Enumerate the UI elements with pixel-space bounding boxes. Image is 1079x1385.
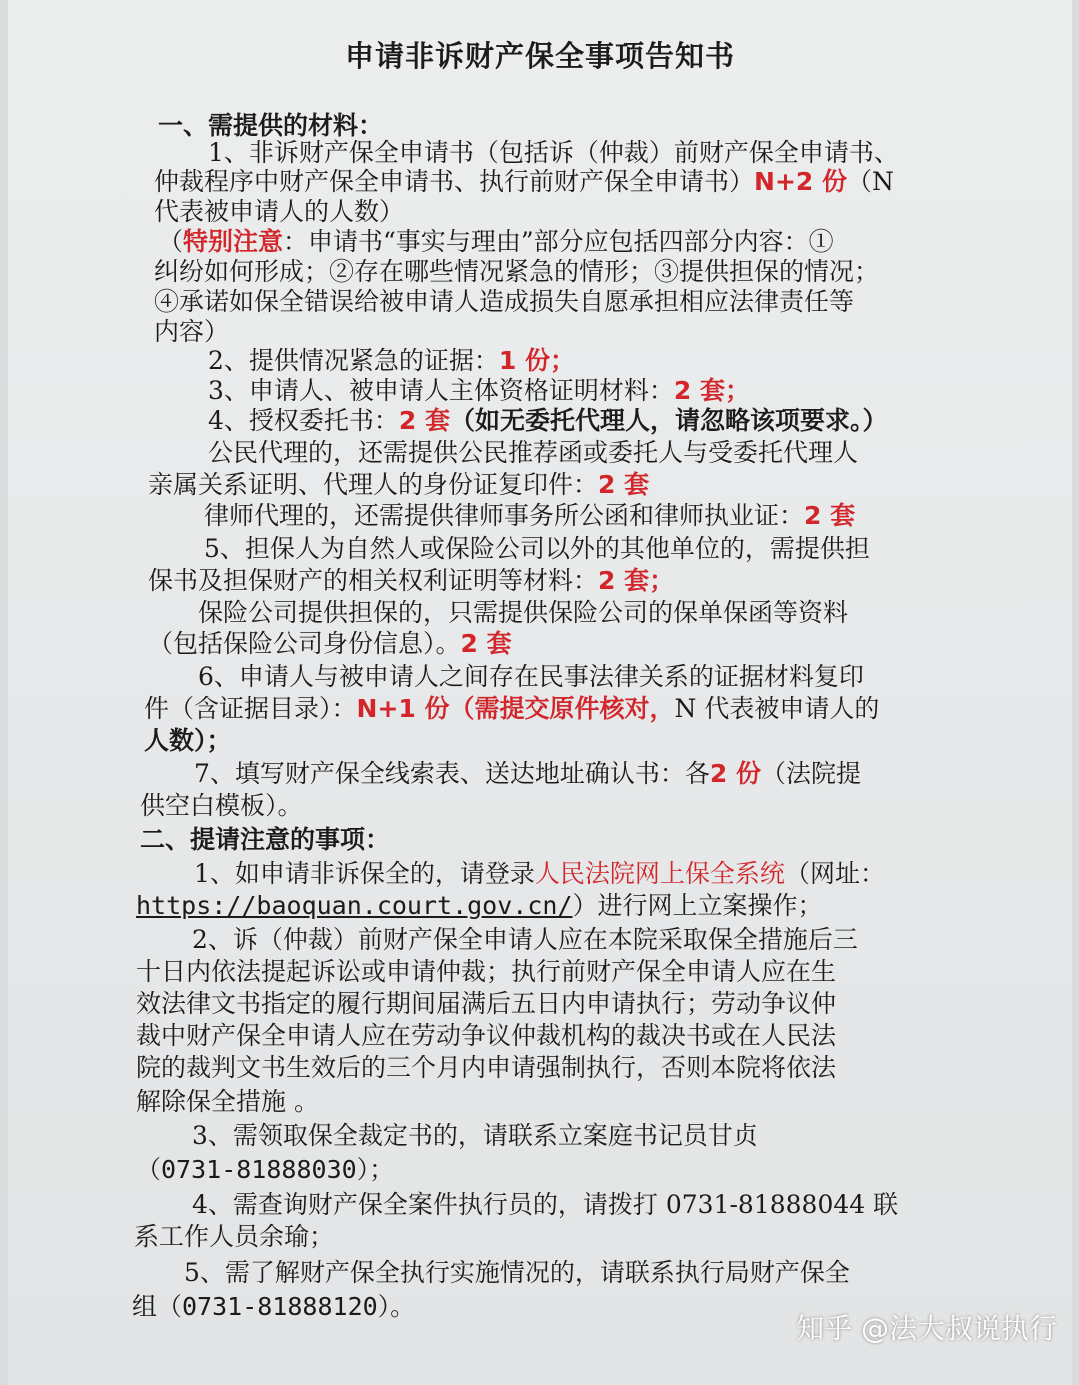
item1-line-c: 代表被申请人的人数） bbox=[154, 197, 405, 226]
notice2-line-c: 效法律文书指定的履行期间届满后五日内申请执行；劳动争议仲 bbox=[136, 989, 837, 1018]
item4-lawyer: 律师代理的，还需提供律师事务所公函和律师执业证：2 套 bbox=[204, 501, 856, 530]
special-note-line-c: ④承诺如保全错误给被申请人造成损失自愿承担相应法律责任等 bbox=[154, 287, 855, 316]
section1-heading: 一、需提供的材料： bbox=[158, 111, 384, 140]
notice4-line-b: 系工作人员余瑜； bbox=[134, 1222, 335, 1251]
notice2-line-d: 裁中财产保全申请人应在劳动争议仲裁机构的裁决书或在人民法 bbox=[136, 1021, 837, 1050]
notice3-line-a: 3、需领取保全裁定书的，请联系立案庭书记员甘贞 bbox=[192, 1121, 758, 1150]
notice1-line-a: 1、如申请非诉保全的，请登录人民法院网上保全系统（网址： bbox=[194, 859, 885, 888]
notice2-line-a: 2、诉（仲裁）前财产保全申请人应在本院采取保全措施后三 bbox=[192, 925, 858, 954]
online-system-name: 人民法院网上保全系统 bbox=[534, 859, 785, 888]
item4: 4、授权委托书：2 套（如无委托代理人，请忽略该项要求。） bbox=[208, 406, 888, 435]
item7-line-b: 供空白模板）。 bbox=[140, 791, 303, 820]
item5-line-d: （包括保险公司身份信息）。2 套 bbox=[148, 629, 512, 658]
notice5-line-b: 组（0731-81888120）。 bbox=[132, 1292, 416, 1321]
notice2-line-e: 院的裁判文书生效后的三个月内申请强制执行，否则本院将依法 bbox=[136, 1053, 837, 1082]
document-body bbox=[8, 0, 1072, 1385]
notice2-line-f: 解除保全措施 。 bbox=[136, 1087, 319, 1116]
court-url-link[interactable]: https://baoquan.court.gov.cn/ bbox=[136, 891, 573, 920]
item4-citizen-b: 亲属关系证明、代理人的身份证复印件：2 套 bbox=[148, 470, 650, 499]
notice1-line-b: https://baoquan.court.gov.cn/）进行网上立案操作； bbox=[136, 891, 823, 920]
item2: 2、提供情况紧急的证据：1 份； bbox=[208, 346, 576, 375]
item1-line-a: 1、非诉财产保全申请书（包括诉（仲裁）前财产保全申请书、 bbox=[208, 138, 899, 167]
item5-line-c: 保险公司提供担保的，只需提供保险公司的保单保函等资料 bbox=[198, 598, 849, 627]
notice3-line-b: （0731-81888030）； bbox=[136, 1155, 395, 1184]
item6-line-a: 6、申请人与被申请人之间存在民事法律关系的证据材料复印 bbox=[198, 662, 864, 691]
item1-line-b: 仲裁程序中财产保全申请书、执行前财产保全申请书）N+2 份（N bbox=[154, 167, 894, 196]
item5-line-a: 5、担保人为自然人或保险公司以外的其他单位的，需提供担 bbox=[204, 534, 870, 563]
special-note-line-b: 纠纷如何形成；②存在哪些情况紧急的情形；③提供担保的情况； bbox=[154, 257, 880, 286]
notice5-line-a: 5、需了解财产保全执行实施情况的，请联系执行局财产保全 bbox=[184, 1258, 850, 1287]
item3: 3、申请人、被申请人主体资格证明材料：2 套； bbox=[208, 376, 751, 405]
notice4-line-a: 4、需查询财产保全案件执行员的，请拨打 0731-81888044 联 bbox=[192, 1190, 899, 1219]
document-page bbox=[8, 0, 1072, 1385]
item6-line-b: 件（含证据目录）：N+1 份（需提交原件核对，N 代表被申请人的 bbox=[144, 694, 880, 723]
item4-citizen-a: 公民代理的，还需提供公民推荐函或委托人与受委托代理人 bbox=[208, 438, 859, 467]
item6-line-c: 人数）； bbox=[144, 726, 232, 755]
special-note-label: 特别注意 bbox=[183, 227, 284, 256]
item7-line-a: 7、填写财产保全线索表、送达地址确认书：各2 份（法院提 bbox=[194, 759, 862, 788]
item1-qty: N+2 份 bbox=[754, 167, 847, 196]
document-title: 申请非诉财产保全事项告知书 bbox=[344, 39, 735, 73]
zhihu-watermark: 知乎 @法大叔说执行 bbox=[796, 1312, 1057, 1345]
special-note-line-a: （特别注意：申请书“事实与理由”部分应包括四部分内容：① bbox=[158, 227, 834, 256]
special-note-line-d: 内容） bbox=[154, 317, 230, 346]
item5-line-b: 保书及担保财产的相关权利证明等材料：2 套； bbox=[148, 566, 675, 595]
section2-heading: 二、提请注意的事项： bbox=[140, 825, 391, 854]
notice2-line-b: 十日内依法提起诉讼或申请仲裁；执行前财产保全申请人应在生 bbox=[136, 957, 837, 986]
